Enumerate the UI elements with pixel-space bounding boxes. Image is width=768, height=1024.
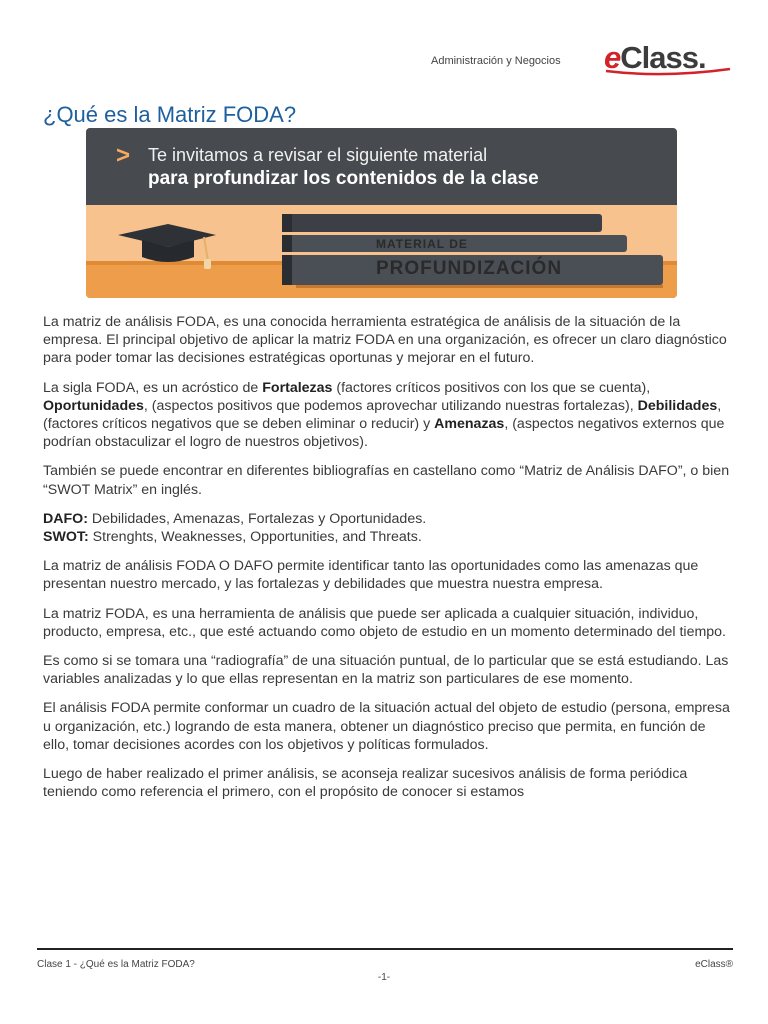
paragraph-5: La matriz de análisis FODA O DAFO permite identificar tanto las oportunidades como las amenazas que presentan nuestro mercado, y las fortalezas y debilidades que muestra nuestra empresa. [43,558,699,593]
text-run: La sigla FODA, es un acróstico de [43,379,263,396]
swot-text: Strenghts, Weaknesses, Opportunities, and Threats. [88,529,422,546]
paragraph-2 [43,379,733,452]
banner-label-1: MATERIAL DE [376,237,468,251]
swot-label: SWOT: [43,529,89,546]
paragraph-9: Luego de haber realizado el primer análisis, se aconseja realizar sucesivos análisis de forma periódica teniendo como referencia el primero, con el propósito de conocer si estamos [43,766,688,801]
paragraph-6: La matriz FODA, es una herramienta de análisis que puede ser aplicada a cualquier situación, individuo, producto, empresa, etc., que esté actuando como objeto de estudio en un momento determinado del tiempo. [43,605,727,640]
chevron-right-icon: > [116,142,131,169]
book-top [282,214,602,232]
eclass-logo [604,38,734,80]
footer-brand: eClass® [695,959,733,970]
dafo-label: DAFO: [43,510,88,527]
text-run: , (aspectos negativos externos que podrían obstaculizar el logro de nuestros objetivos). [43,416,725,451]
banner-header [86,128,677,205]
paragraph-8: El análisis FODA permite conformar un cuadro de la situación actual del objeto de estudio (persona, empresa u organización, etc.) logrando de esta manera, obtener un diagnóstico preciso que permita, en función de ello, tomar decisiones acordes con los objetivos y políticas formulados. [43,700,730,753]
banner-line-1: Te invitamos a revisar el siguiente material [148,145,488,165]
banner-label-2: PROFUNDIZACIÓN [376,258,563,279]
dafo-text: Debilidades, Amenazas, Fortalezas y Oportunidades. [87,510,427,527]
term-debilidades: Debilidades [637,397,718,414]
footer-lesson-title: Clase 1 - ¿Qué es la Matriz FODA? [37,959,195,970]
term-fortalezas: Fortalezas [262,379,333,396]
logo-swoosh-icon [604,64,734,78]
text-run: , (factores críticos negativos que se deben eliminar o reducir) y [43,397,722,433]
page-number: -1- [377,972,391,983]
logo-text: Class. [620,40,706,75]
article-body [43,313,733,812]
paragraph-3: También se puede encontrar en diferentes bibliografías en castellano como “Matriz de Análisis DAFO”, o bien “SWOT Matrix” en inglés. [43,463,730,498]
text-run: , (aspectos positivos que podemos aprovechar utilizando nuestras fortalezas), [143,397,638,414]
study-material-banner [86,128,677,298]
header-subject: Administración y Negocios [431,55,561,67]
banner-line-2: para profundizar los contenidos de la clase [148,168,539,189]
footer-divider [37,948,733,950]
logo-e: e [604,40,621,75]
paragraph-7: Es como si se tomara una “radiografía” de una situación puntual, de lo particular que se está estudiando. Las variables analizadas y lo que ellas representan en la matriz son particulares de ese momento. [43,653,729,688]
term-amenazas: Amenazas [434,416,505,433]
page-title: ¿Qué es la Matriz FODA? [43,102,297,127]
paragraph-1: La matriz de análisis FODA, es una conocida herramienta estratégica de análisis de la situación de la empresa. El principal objetivo de aplicar la matriz FODA en una organización, es ofrecer un claro diagnóstico para poder tomar las decisiones estratégicas oportunas y mejorar en el futuro. [43,314,727,367]
text-run: (factores críticos positivos con los que se cuenta), [332,379,651,396]
term-oportunidades: Oportunidades [43,397,144,414]
books-graduation-cap-illustration [86,205,677,298]
paragraph-4 [43,510,733,546]
